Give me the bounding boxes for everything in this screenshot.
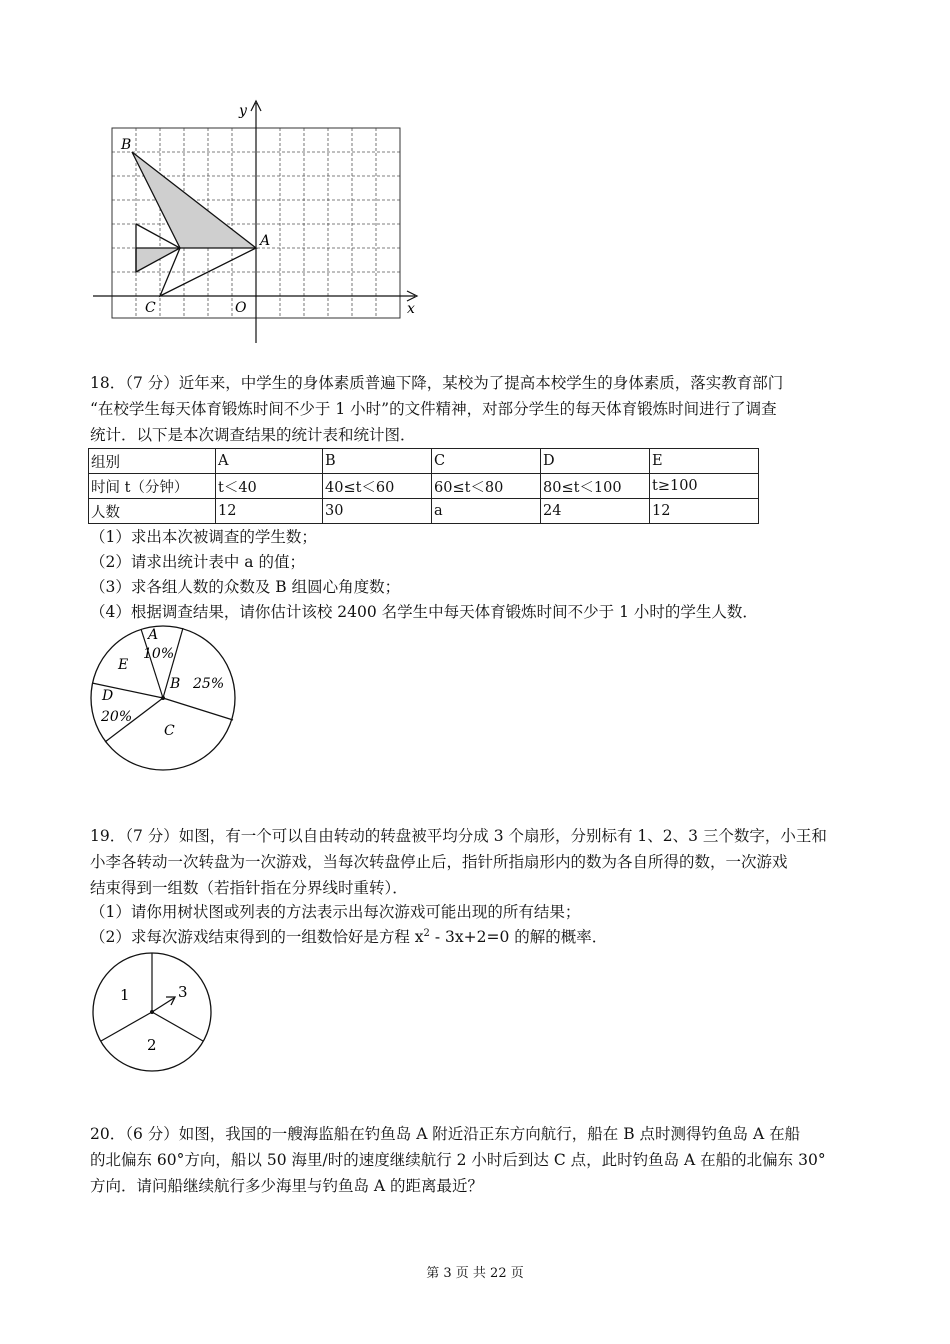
table-cell: B <box>323 449 432 474</box>
q18-line-1: 18．（7 分）近年来，中学生的身体素质普遍下降，某校为了提高本校学生的身体素质，落实教育部门 <box>90 374 784 392</box>
q18-sub-2: （2）请求出统计表中 a 的值； <box>90 553 305 571</box>
table-row <box>89 474 759 499</box>
q19-sub-1: （1）请你用树状图或列表的方法表示出每次游戏可能出现的所有结果； <box>90 903 581 921</box>
label-C: C <box>145 300 156 316</box>
spinner-center <box>150 1010 154 1014</box>
pie-label-A: A <box>148 627 159 643</box>
stats-table <box>88 448 759 524</box>
page-footer: 第 3 页 共 22 页 <box>426 1266 524 1281</box>
spinner-divider <box>101 1012 152 1041</box>
q19-line-3: 结束得到一组数（若指针指在分界线时重转）． <box>90 879 408 897</box>
label-A: A <box>260 233 271 249</box>
coordinate-figure <box>85 95 430 355</box>
table-row <box>89 449 759 474</box>
q18-line-2: “在校学生每天体育锻炼时间不少于 1 小时”的文件精神，对部分学生的每天体育锻炼时间进行了调查 <box>90 400 777 418</box>
table-cell: 60≤t＜80 <box>432 474 541 499</box>
q18-line-3: 统计．以下是本次调查结果的统计表和统计图． <box>90 426 416 444</box>
table-cell: D <box>541 449 650 474</box>
q20-line-3: 方向．请问船继续航行多少海里与钓鱼岛 A 的距离最近？ <box>90 1177 484 1195</box>
table-cell: 24 <box>541 499 650 524</box>
q19-sub-2-post: - 3x+2=0 的解的概率． <box>429 928 608 946</box>
spinner-figure <box>90 950 216 1074</box>
pie-figure <box>88 625 240 775</box>
q19-sub-2-sup: 2 <box>423 927 430 939</box>
table-cell: 30 <box>323 499 432 524</box>
table-cell: 组别 <box>89 449 216 474</box>
spinner-label-1: 1 <box>120 986 130 1004</box>
pie-pct-D: 20% <box>101 709 133 725</box>
table-cell: C <box>432 449 541 474</box>
table-cell: 80≤t＜100 <box>541 474 650 499</box>
triangle-shaded-small <box>136 248 180 272</box>
table-cell: 12 <box>650 499 759 524</box>
q18-sub-3: （3）求各组人数的众数及 B 组圆心角度数； <box>90 578 401 596</box>
table-cell: a <box>432 499 541 524</box>
table-row <box>89 499 759 524</box>
pie-label-B: B <box>170 676 181 692</box>
pie-divider <box>163 698 233 720</box>
table-cell: t≥100 <box>650 474 759 499</box>
pie-pct-B: 25% <box>193 676 225 692</box>
q20-line-1: 20．（6 分）如图，我国的一艘海监船在钓鱼岛 A 附近沿正东方向航行，船在 B 点时测得钓鱼岛 A 在船 <box>90 1125 801 1143</box>
label-O: O <box>235 300 247 316</box>
q18-sub-4: （4）根据调查结果，请你估计该校 2400 名学生中每天体育锻炼时间不少于 1 小时的学生人数． <box>90 603 758 621</box>
pie-center <box>161 696 165 700</box>
label-B: B <box>121 137 132 153</box>
q19-sub-2 <box>90 927 607 947</box>
table-cell: 40≤t＜60 <box>323 474 432 499</box>
pie-label-C: C <box>164 723 175 739</box>
table-cell: 时间 t（分钟） <box>89 474 216 499</box>
table-cell: 12 <box>216 499 323 524</box>
q19-line-2: 小李各转动一次转盘为一次游戏，当每次转盘停止后，指针所指扇形内的数为各自所得的数，一次游戏 <box>90 853 788 871</box>
table-cell: 人数 <box>89 499 216 524</box>
table-cell: t＜40 <box>216 474 323 499</box>
q20-line-2: 的北偏东 60°方向，船以 50 海里/时的速度继续航行 2 小时后到达 C 点，此时钓鱼岛 A 在船的北偏东 30° <box>90 1151 826 1169</box>
axes <box>93 101 417 343</box>
spinner-label-3: 3 <box>178 983 188 1001</box>
pie-pct-A: 10% <box>143 646 175 662</box>
table-cell: E <box>650 449 759 474</box>
table-cell: A <box>216 449 323 474</box>
pie-label-D: D <box>102 688 114 704</box>
spinner-divider <box>152 1012 203 1041</box>
spinner-label-2: 2 <box>147 1036 157 1054</box>
label-y: y <box>239 103 247 119</box>
q19-line-1: 19．（7 分）如图，有一个可以自由转动的转盘被平均分成 3 个扇形，分别标有 1、2、3 三个数字，小王和 <box>90 827 827 845</box>
spinner-pointer <box>152 997 175 1012</box>
label-x: x <box>407 301 415 317</box>
pie-label-E: E <box>118 657 129 673</box>
q18-sub-1: （1）求出本次被调查的学生数； <box>90 528 317 546</box>
q19-sub-2-pre: （2）求每次游戏结束得到的一组数恰好是方程 x <box>90 928 424 946</box>
